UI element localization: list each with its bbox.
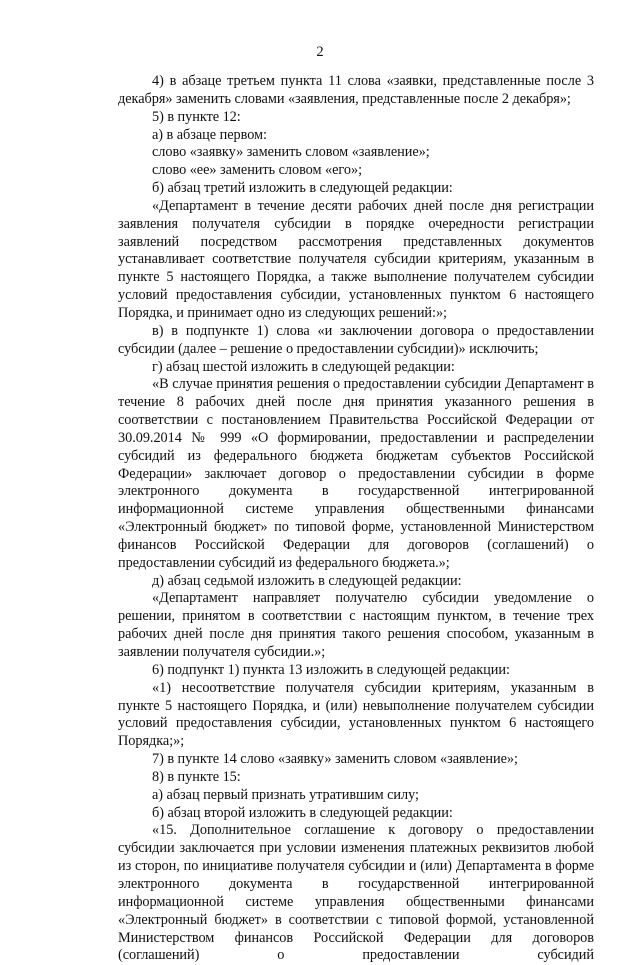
paragraph-quote-notice: «Департамент направляет получателю субсидии уведомление о решении, принятом в соответствии с настоящим пунктом, в течение трех рабочих дней после дня принятия такого решения способом, указанным в заявлении получателя субсидии.»; <box>118 590 594 660</box>
paragraph-quote-15: «15. Дополнительное соглашение к договору о предоставлении субсидии заключается при условии изменения платежных реквизитов любой из сторон, по инициативе получателя субсидии и (или) Департамента в форме электронного документа в государственной интегрированной информационной системе управления общественными финансами «Электронный бюджет» в соответствии с типовой формой, установленной Министерством финансов Российской Федерации для договоров (соглашений) о предоставлении субсидий <box>118 822 594 964</box>
paragraph-word-replace-2: слово «ее» заменить словом «его»; <box>152 162 362 179</box>
paragraph-item-6: 6) подпункт 1) пункта 13 изложить в следующей редакции: <box>152 661 510 678</box>
paragraph-sub-a-2: а) абзац первый признать утратившим силу; <box>152 786 419 803</box>
paragraph-quote-mismatch: «1) несоответствие получателя субсидии критериям, указанным в пункте 5 настоящего Порядка, и (или) невыполнение получателем субсидии условий предоставления субсидии, установленных пунктом 6 настоящего Порядка;»; <box>118 679 594 750</box>
paragraph-item-4: 4) в абзаце третьем пункта 11 слова «заявки, представленные после 3 декабря» заменить словами «заявления, представленные после 2 декабря»; <box>118 73 594 107</box>
paragraph-item-5: 5) в пункте 12: <box>152 108 241 125</box>
paragraph-item-7: 7) в пункте 14 слово «заявку» заменить словом «заявление»; <box>152 751 518 768</box>
paragraph-sub-d: д) абзац седьмой изложить в следующей редакции: <box>152 572 462 589</box>
paragraph-sub-b: б) абзац третий изложить в следующей редакции: <box>152 180 453 197</box>
paragraph-sub-b-2: б) абзац второй изложить в следующей редакции: <box>152 804 453 821</box>
paragraph-item-8: 8) в пункте 15: <box>152 768 241 785</box>
document-body <box>118 73 594 965</box>
page-number: 2 <box>316 44 324 60</box>
paragraph-quote-department: «Департамент в течение десяти рабочих дней после дня регистрации заявления получателя субсидии в порядке очередности регистрации заявлений посредством рассмотрения представленных документов устанавливает соответствие получателя субсидии критериям, указанным в пункте 5 настоящего Порядка, а также выполнение получателем субсидии условий предоставления субсидии, установленных пунктом 6 настоящего Порядка, и принимает одно из следующих решений:»; <box>118 197 594 321</box>
paragraph-sub-a: а) в абзаце первом: <box>152 126 267 143</box>
paragraph-word-replace-1: слово «заявку» заменить словом «заявление»; <box>152 144 430 161</box>
paragraph-sub-v: в) в подпункте 1) слова «и заключении договора о предоставлении субсидии (далее – решение о предоставлении субсидии)» исключить; <box>118 322 594 357</box>
paragraph-quote-decision: «В случае принятия решения о предоставлении субсидии Департамент в течение 8 рабочих дней после дня принятия указанного решения в соответствии с постановлением Правительства Российской Федерации от 30.09.2014 № 999 «О формировании, предоставлении и распределении субсидий из федерального бюджета бюджетам субъектов Российской Федерации» заключает договор о предоставлении субсидии в форме электронного документа в государственной интегрированной информационной системе управления общественными финансами «Электронный бюджет» по типовой форме, установленной Министерством финансов Российской Федерации для договоров (соглашений) о предоставлении субсидий из федерального бюджета.»; <box>118 376 594 571</box>
paragraph-sub-g: г) абзац шестой изложить в следующей редакции: <box>152 358 455 375</box>
